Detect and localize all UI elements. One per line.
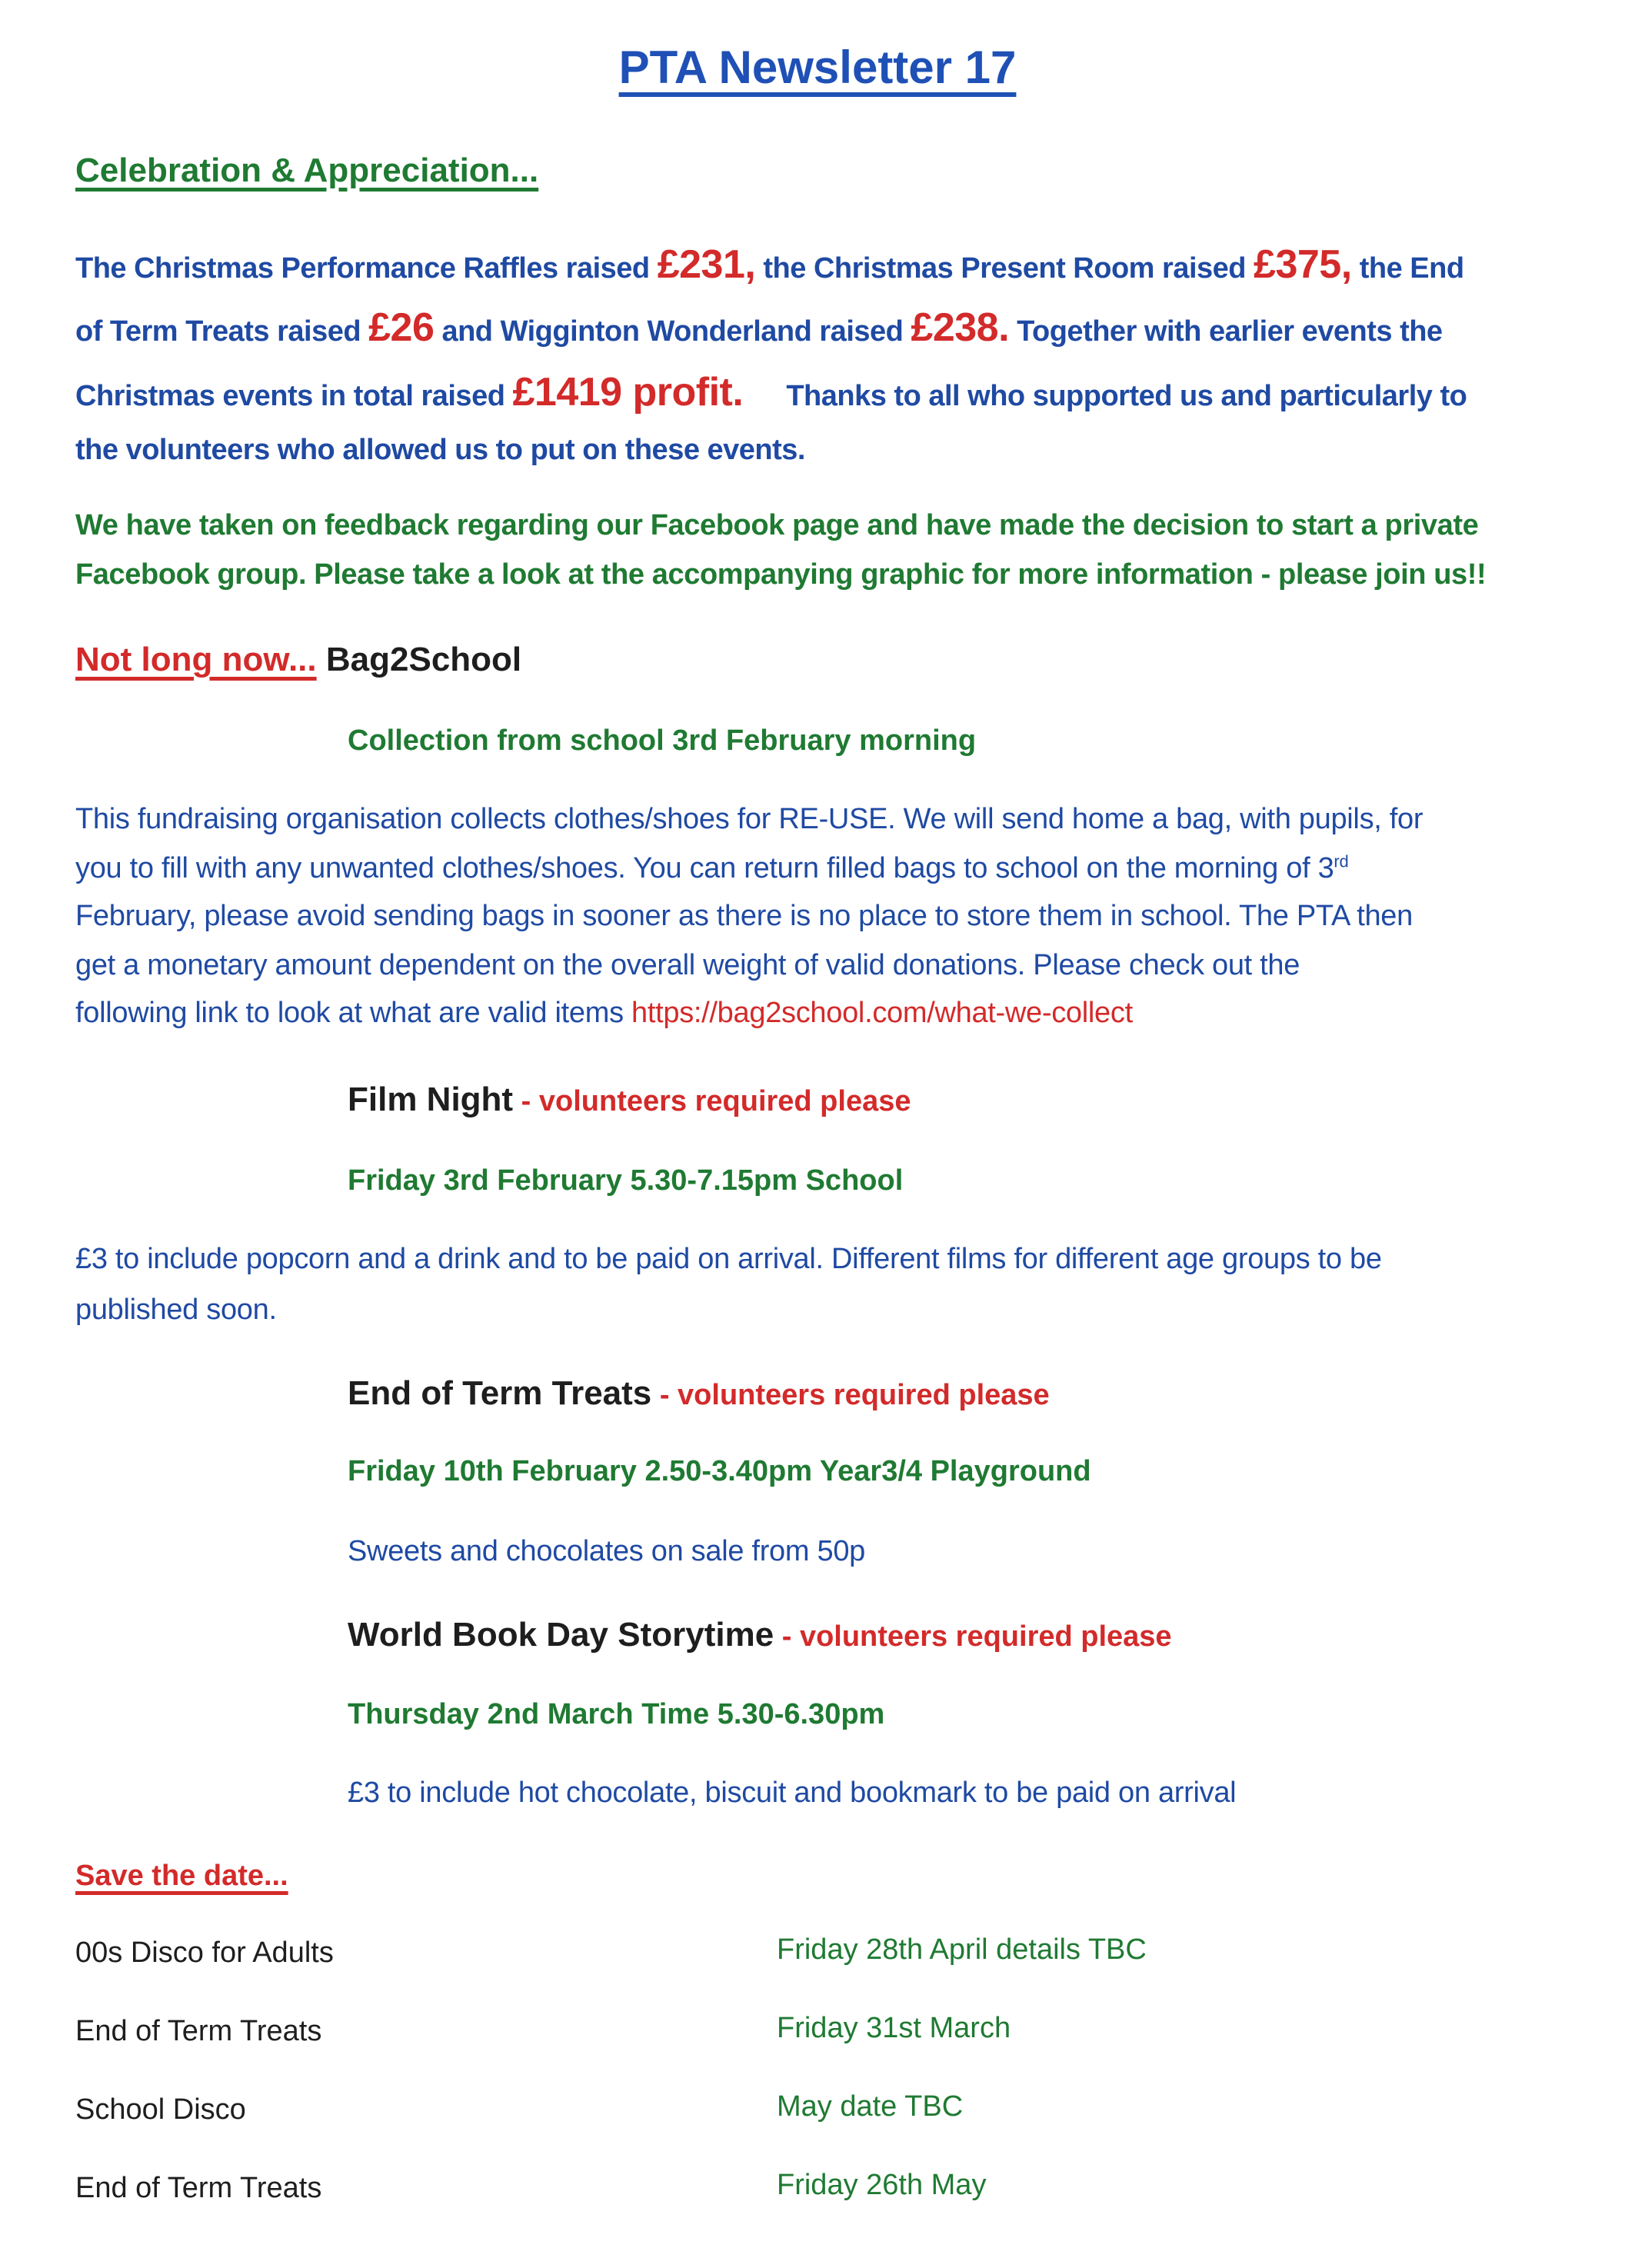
bag2school-collection: Collection from school 3rd February morning <box>348 724 977 757</box>
text: the Christmas Present Room raised <box>755 252 1254 285</box>
facebook-line-2: Facebook group. Please take a look at the accompanying graphic for more information - please join us!! <box>75 558 1487 591</box>
volunteers-note: - volunteers required please <box>651 1379 1050 1411</box>
text: the End <box>1351 252 1464 285</box>
bag2school-title: Bag2School <box>325 641 522 678</box>
amount-total: £1419 profit. <box>512 370 744 415</box>
text: and Wigginton Wonderland raised <box>434 315 911 348</box>
volunteers-note: - volunteers required please <box>513 1085 911 1117</box>
save-date-date: Friday 31st March <box>777 2012 1011 2044</box>
newsletter-title <box>0 42 1635 93</box>
event-end-of-term-treats <box>348 1374 1050 1412</box>
save-date-date: May date TBC <box>777 2090 964 2123</box>
save-date-event: 00s Disco for Adults <box>75 1937 334 1969</box>
event-details-1: £3 to include popcorn and a drink and to be paid on arrival. Different films for different age groups to be <box>75 1243 1382 1275</box>
bag2school-link[interactable]: https://bag2school.com/what-we-collect <box>631 997 1133 1029</box>
save-date-event: End of Term Treats <box>75 2172 322 2204</box>
text: you to fill with any unwanted clothes/shoes. You can return filled bags to school on the morning of 3 <box>75 852 1334 884</box>
text: Christmas events in total raised <box>75 380 513 412</box>
text: following link to look at what are valid items <box>75 997 632 1029</box>
event-when: Thursday 2nd March Time 5.30-6.30pm <box>348 1698 885 1730</box>
celebration-line-1 <box>75 242 1464 287</box>
event-details: Sweets and chocolates on sale from 50p <box>348 1535 866 1567</box>
amount-present-room: £375, <box>1254 242 1352 287</box>
event-title: Film Night <box>348 1081 514 1118</box>
not-long-now-label: Not long now... <box>75 641 317 678</box>
amount-raffles: £231, <box>657 242 756 287</box>
event-world-book-day <box>348 1618 1172 1652</box>
event-when: Friday 10th February 2.50-3.40pm Year3/4 Playground <box>348 1455 1091 1487</box>
event-title: World Book Day Storytime <box>348 1616 774 1654</box>
text: of Term Treats raised <box>75 315 369 348</box>
event-details: £3 to include hot chocolate, biscuit and bookmark to be paid on arrival <box>348 1777 1237 1809</box>
amount-wonderland: £238. <box>911 305 1010 350</box>
facebook-line-1: We have taken on feedback regarding our Facebook page and have made the decision to start a private <box>75 509 1479 541</box>
text: The Christmas Performance Raffles raised <box>75 252 658 285</box>
save-the-date-heading: Save the date... <box>75 1860 288 1892</box>
event-when: Friday 3rd February 5.30-7.15pm School <box>348 1164 904 1197</box>
bag2school-body-5 <box>75 998 1133 1027</box>
event-film-night <box>348 1083 911 1117</box>
event-title: End of Term Treats <box>348 1374 652 1412</box>
save-date-date: Friday 26th May <box>777 2169 987 2201</box>
volunteers-note: - volunteers required please <box>774 1620 1172 1653</box>
text: Thanks to all who supported us and particularly to <box>786 380 1467 412</box>
save-date-date: Friday 28th April details TBC <box>777 1933 1147 1966</box>
save-date-event: School Disco <box>75 2093 246 2126</box>
text: Together with earlier events the <box>1009 315 1443 348</box>
title-text: PTA Newsletter 17 <box>618 42 1017 93</box>
celebration-line-2 <box>75 305 1443 350</box>
bag2school-body-4: get a monetary amount dependent on the overall weight of valid donations. Please check out the <box>75 949 1300 981</box>
celebration-line-4: the volunteers who allowed us to put on these events. <box>75 434 805 466</box>
save-date-event: End of Term Treats <box>75 2015 322 2047</box>
not-long-now-heading <box>75 643 521 677</box>
bag2school-body-3: February, please avoid sending bags in sooner as there is no place to store them in school. The PTA then <box>75 900 1413 932</box>
superscript: rd <box>1334 851 1349 871</box>
celebration-line-3 <box>75 370 1467 415</box>
celebration-heading: Celebration & Appreciation... <box>75 152 539 189</box>
event-details-2: published soon. <box>75 1294 277 1326</box>
bag2school-body-1: This fundraising organisation collects clothes/shoes for RE-USE. We will send home a bag, with pupils, for <box>75 803 1424 835</box>
amount-term-treats: £26 <box>368 305 435 350</box>
bag2school-body-2 <box>75 851 1349 884</box>
